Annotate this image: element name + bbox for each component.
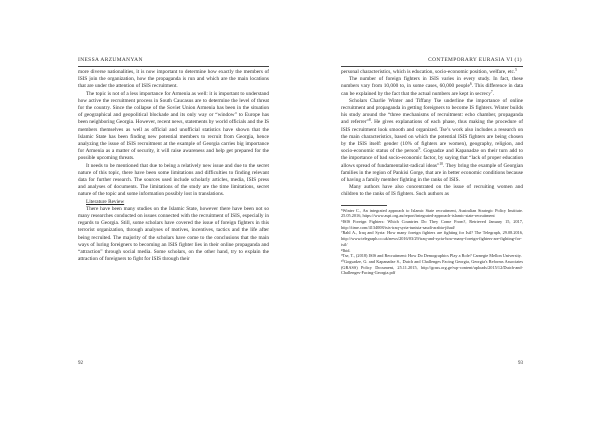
text-run: . Gogsadze and Kapanadze on their turn add to the importance of bad socio-economic factor, by saying that “lack of proper education allows spread of fundamentalist-radical ideas” <box>341 148 523 169</box>
right-page <box>300 0 600 424</box>
header-rule <box>341 66 523 67</box>
footnote-ref: 8 <box>368 118 371 123</box>
footnote-ref: 10 <box>439 161 443 166</box>
paragraph: more diverse nationalities, it is now important to determine how exactly the members of ISIS join the organization, how the propaganda is run and which are the main locations that are under the attention of ISIS recruitment. <box>78 69 269 90</box>
paragraph: There have been many studies on the Islamic State, however there have been not so many researches conducted on issues connected with the recruitment of ISIS, especially in regards to Georgia. Still, some scholars have covered the issue of foreign fighters in this terrorist organization, through analyses of motives, incentives, tactics and the life after being recruited. The majority of the scholars have come to the conclusions that the main ways of luring foreigners to becoming an ISIS fighter lies in their online propaganda and “attraction” through social media. Some scholars, on the other hand, try to explain the attraction of foreigners to fight for ISIS through their <box>78 205 269 263</box>
paragraph: It needs to be mentioned that due to being a relatively new issue and due to the secret nature of this topic, there have been some limitations and difficulties to finding relevant data for further research. The sources used include scholarly articles, media, ISIS press and analyses of documents. The limitations of the study are the time limitations, secret nature of the topic and some information possibly lost in translations. <box>78 162 269 198</box>
paragraph: Many authors have also concentrated on the issue of recruiting women and children to the ranks of IS fighters. Such authors as <box>341 184 523 198</box>
page-number: 92 <box>78 361 83 366</box>
footnote-ref: 9 <box>418 147 421 152</box>
footnote: ⁷Rahl A., Iraq and Syria: How many foreign fighters are fighting for Isil? The Telegraph, 29.08.2016, http://www.telegraph.co.uk/news/2016/03/29/iraq-and-syria-how-many-foreign-fighters-are-fighting-for-isil/ <box>341 230 523 247</box>
text-run: personal characteristics, which is education, socio-economic position, welfare, etc. <box>341 69 516 75</box>
running-header-journal: CONTEMPORARY EURASIA VI (1) <box>428 57 522 63</box>
footnotes <box>341 208 523 276</box>
text-run: . He gives explanations of each phase, thus making the procedure of ISIS recruitment look smooth and organized. Tse’s work also includes a research on the main characteristics, based on which the potential ISIS fighters are being chosen by the ISIS itself: gender (10% of fighters are women), geography, religion, and socio-economic status of the person <box>341 119 523 155</box>
running-header-author: INESSA ARZUMANYAN <box>78 57 143 63</box>
footnote-rule <box>341 205 387 206</box>
footnote: ⁵Winter C., An integrated approach to Islamic State recruitment, Australian Strategic Policy Institute. 25.05.2016, https://www.aspi.org.au/report/integrated-approach-islamic-state-recruitment <box>341 207 523 219</box>
header-rule <box>78 66 269 67</box>
footnote: ⁸Ibid. <box>341 247 351 253</box>
text-run: . They bring the example of Georgian families in the region of Pankisi Gorge, that are in better economic conditions because of having a family member fighting in the ranks of ISIS. <box>341 162 523 184</box>
paragraph <box>341 76 523 98</box>
footnote: ⁶ISIS Foreign Fighters: Which Countries Do They Come From?, Retrieved January 15, 2017, http://time.com/4134008/isis-iraq-syria-tunisia-saudi-arabia-jihad/ <box>341 219 523 230</box>
text-run: . <box>492 90 494 97</box>
section-heading-literature-review: Literature Review <box>86 198 125 205</box>
text-run: Scholars Charlie Winter and Tiffany Tse underline the importance of online recruitment and propaganda in getting foreigners to become IS fighters. Winter builds his study around the “three mechanisms of recruitment: echo chamber, propaganda and referrer” <box>341 97 523 126</box>
footnote: ⁹Tse, T., (2018) ISIS and Recruitment: How Do Demographics Play a Role? Carnegie Mellon University. <box>341 253 522 259</box>
page-number: 93 <box>518 361 523 366</box>
footnote-ref: 7 <box>490 89 493 94</box>
footnote-ref: 5 <box>515 68 517 72</box>
text-run: The number of foreign fighters in ISIS varies in every study. In fact, these numbers vary from 10,000 to, in some cases, 60,000 people <box>341 76 523 90</box>
right-body-text <box>341 69 523 276</box>
text-run: . This difference in data can be explained by the fact that the actual numbers are kept in secrecy <box>341 83 523 97</box>
footnote-ref: 6 <box>469 82 472 87</box>
footnote: ¹⁰Gogsadze, G. and Kapanadze S., Dutch and Challenges Facing Georgia, Georgia's Reforms Associates (GRASS) Policy Document, 25.11.2015, http://grass.org.ge/wp-content/uploads/2015/12/Dutch-and-Challenges-Facing-Georgia.pdf <box>341 258 523 276</box>
paragraph <box>341 98 523 184</box>
paragraph: The topic is not of a less importance for Armenia as well: it is important to understand how active the recruitment process in South Caucasus are to determine the level of threat for the country. Since the collapse of the Soviet Union Armenia has been in the situation of geographical and geopolitical blockade and its only way or “window” to Europe has been neighboring Georgia. However, recent news, statements by world officials and the IS members themselves as well as official and unofficial statistics have shown that the Islamic State has been finding new potential members to recruit from Georgia, hence analyzing the issue of ISIS recruitment at the example of Georgia carries big importance for Armenia as a matter of security, it will raise awareness and help get prepared for the possible upcoming threats. <box>78 90 269 162</box>
left-body-text <box>78 69 269 263</box>
